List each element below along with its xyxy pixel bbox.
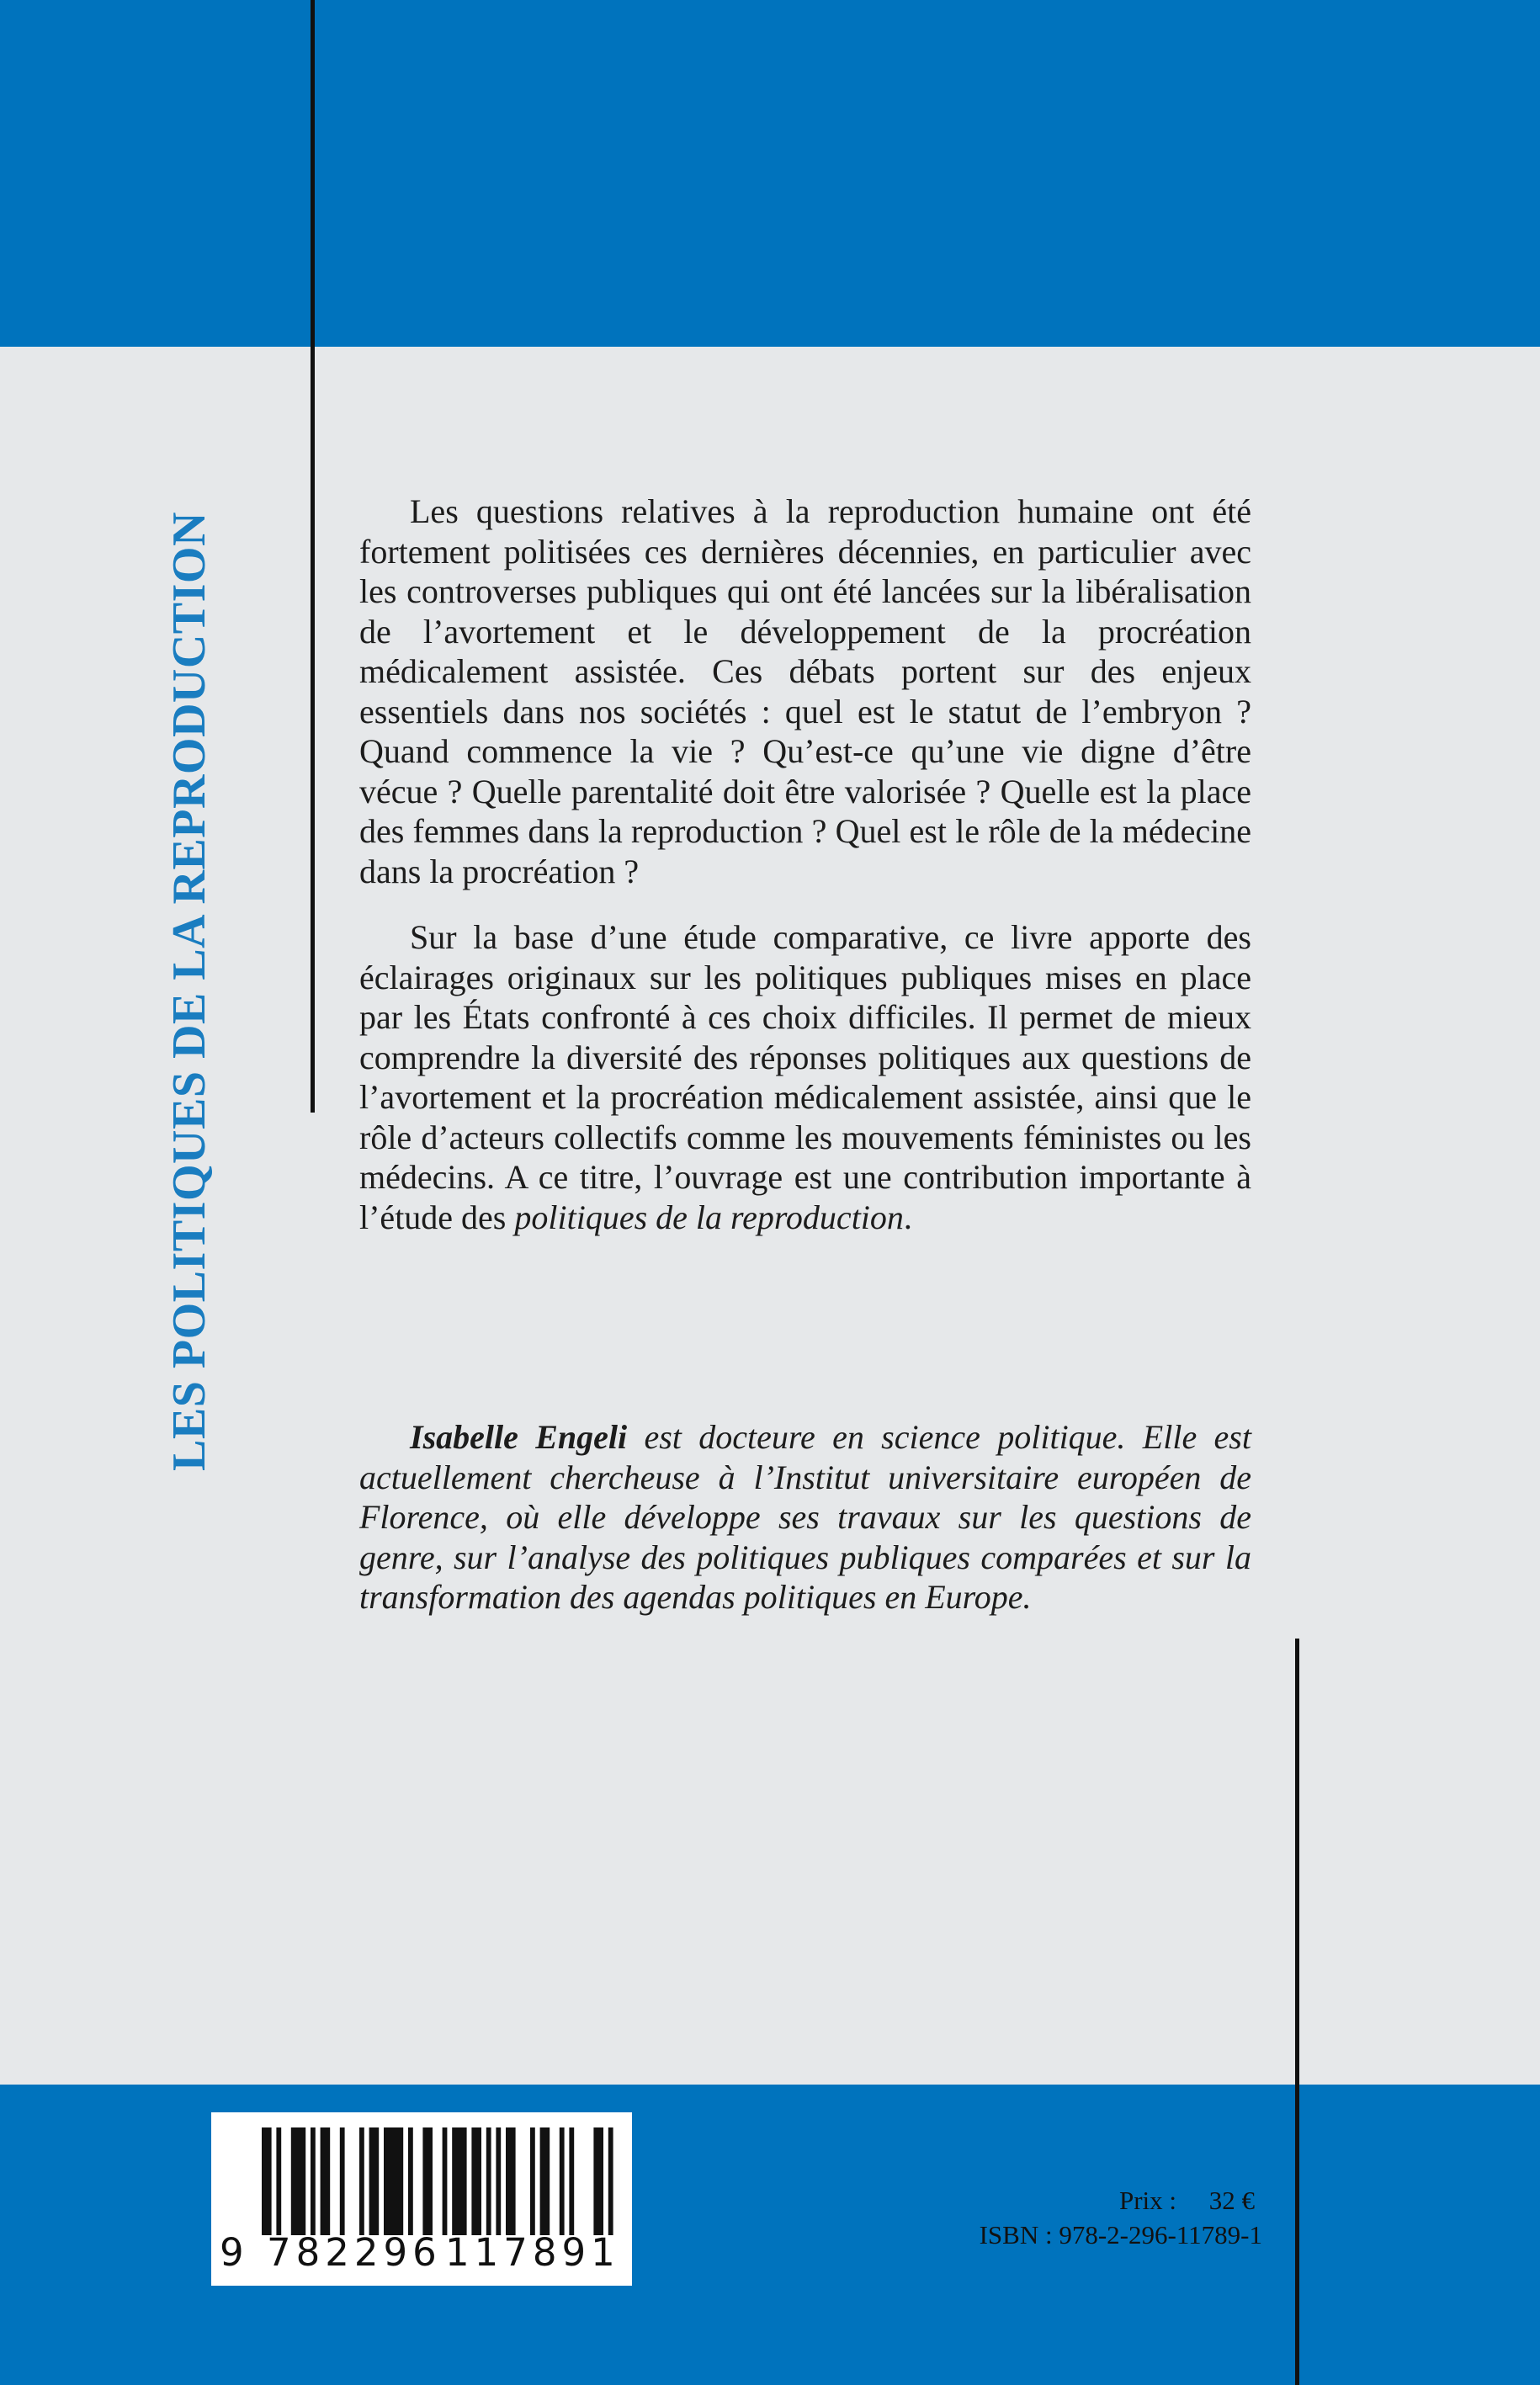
- price-label: Prix :: [1118, 2186, 1176, 2215]
- isbn-barcode: [211, 2112, 632, 2286]
- barcode-bar: [443, 2127, 448, 2235]
- barcode-bar: [291, 2127, 305, 2235]
- barcode-bar: [340, 2127, 345, 2235]
- spine-divider-line-top: [311, 0, 315, 1113]
- blurb-paragraph-2: [359, 917, 1251, 1237]
- barcode-bar: [359, 2127, 364, 2235]
- barcode-bar: [408, 2127, 413, 2235]
- barcode-bar: [452, 2127, 466, 2235]
- barcode-bar: [311, 2127, 316, 2235]
- barcode-bar: [486, 2127, 491, 2235]
- barcode-bar: [496, 2127, 501, 2235]
- barcode-bar: [540, 2127, 550, 2235]
- author-bio: [359, 1417, 1251, 1617]
- isbn-text: ISBN : 978-2-296-11789-1: [979, 2220, 1262, 2250]
- barcode-bar: [369, 2127, 380, 2235]
- author-name: Isabelle Engeli: [410, 1418, 628, 1456]
- price: [1119, 2186, 1255, 2216]
- barcode-digits-right: 117891: [445, 2230, 620, 2275]
- barcode-digits: [211, 2230, 632, 2286]
- spine-divider-line-bottom: [1295, 1639, 1299, 2385]
- spine-title: LES POLITIQUES DE LA REPRODUCTION: [163, 512, 215, 1471]
- blurb-paragraph-2-end: .: [903, 1198, 912, 1236]
- barcode-bar: [560, 2127, 565, 2235]
- barcode-bar: [471, 2127, 481, 2235]
- author-bio-text: est docteure en science politique. Elle est actuellement chercheuse à l’Institut universitaire européen de Florence, où elle développe ses travaux sur les questions de genre, sur l’analyse des politiques publiques comparées et sur la transformation des agendas politiques en Europe.: [359, 1418, 1251, 1616]
- barcode-bar: [276, 2127, 281, 2235]
- barcode-bar: [569, 2127, 574, 2235]
- barcode-digits-left: 782296: [267, 2230, 442, 2275]
- blurb-paragraph-2-text: Sur la base d’une étude comparative, ce livre apporte des éclairages originaux sur les politiques publiques mises en place par les États confronté à ces choix difficiles. Il permet de mieux comprendre la diversité des réponses politiques aux questions de l’avortement et la procréation médicalement assistée, ainsi que le rôle d’acteurs collectifs comme les mouvements féministes ou les médecins. A ce titre, l’ouvrage est une contribution importante à l’étude des: [359, 918, 1251, 1236]
- barcode-bar: [530, 2127, 535, 2235]
- barcode-bar: [608, 2127, 613, 2235]
- top-color-band: [0, 0, 1540, 347]
- barcode-bar: [506, 2127, 516, 2235]
- blurb-paragraph-2-italic: politiques de la reproduction: [514, 1198, 904, 1236]
- price-value: 32 €: [1208, 2186, 1255, 2215]
- barcode-bar: [262, 2127, 272, 2235]
- barcode-bar: [593, 2127, 603, 2235]
- barcode-digit-prefix: 9: [220, 2230, 244, 2275]
- blurb-paragraph-1: [359, 491, 1251, 891]
- barcode-bar: [384, 2127, 403, 2235]
- barcode-bar: [321, 2127, 331, 2235]
- barcode-bar: [422, 2127, 433, 2235]
- blurb-paragraph-1-text: Les questions relatives à la reproduction humaine ont été fortement politisées ces dernières décennies, en particulier avec les controverses publiques qui ont été lancées sur la libéralisation de l’avortement et le développement de la procréation médicalement assistée. Ces débats portent sur des enjeux essentiels dans nos sociétés : quel est le statut de l’embryon ? Quand commence la vie ? Qu’est-ce qu’une vie digne d’être vécue ? Quelle parentalité doit être valorisée ? Quelle est la place des femmes dans la reproduction ? Quel est le rôle de la médecine dans la procréation ?: [359, 492, 1251, 890]
